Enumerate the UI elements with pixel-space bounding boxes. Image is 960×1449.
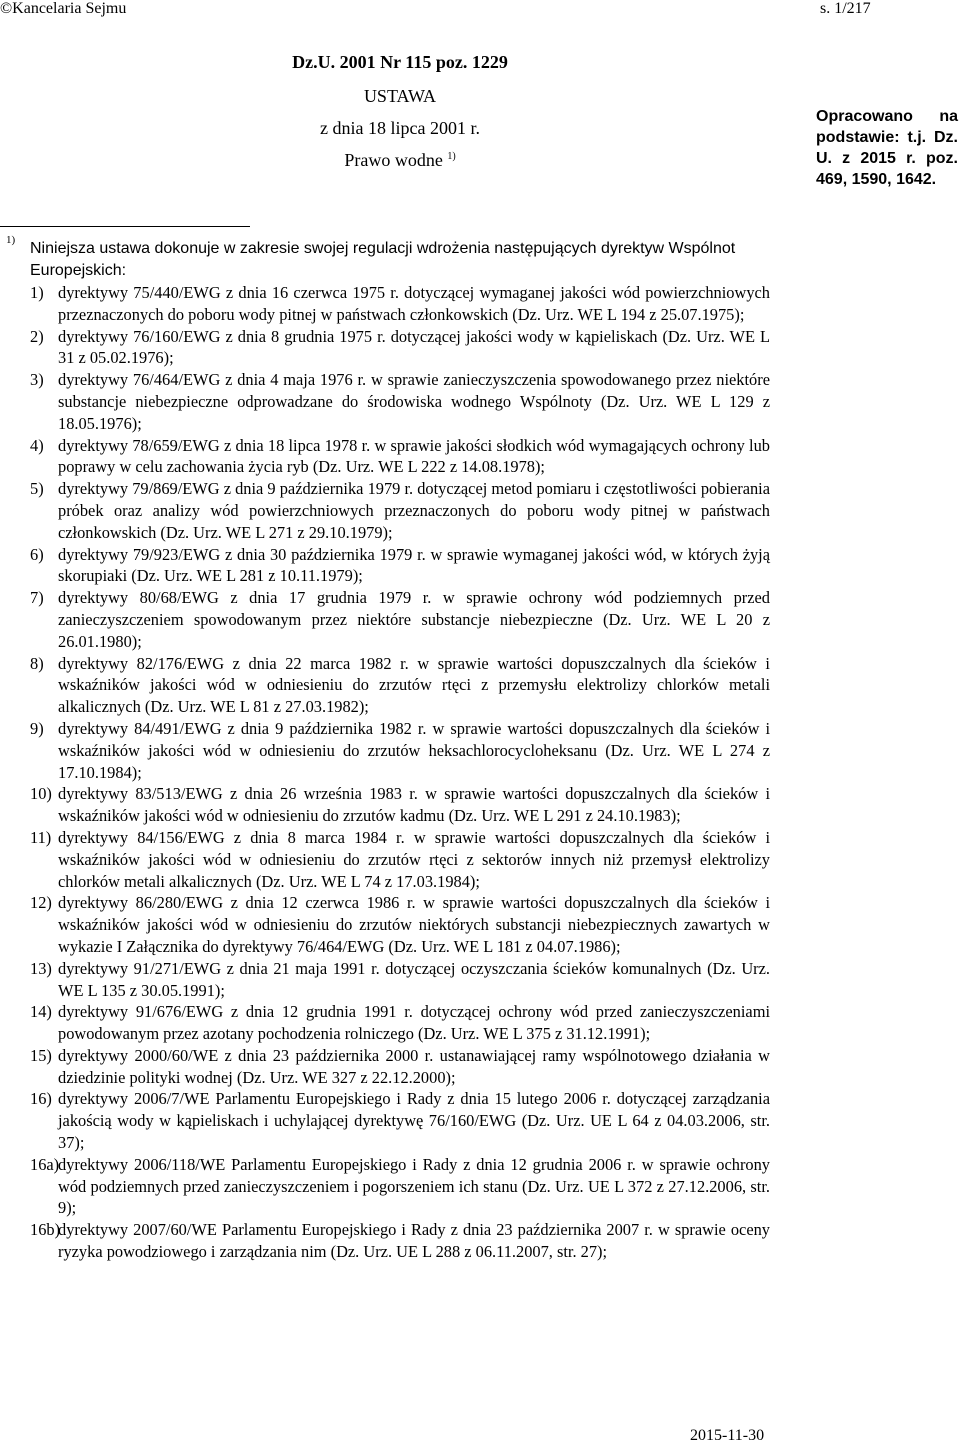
list-item xyxy=(30,653,770,718)
list-item-number: 15) xyxy=(30,1045,52,1065)
list-item xyxy=(30,478,770,543)
list-item xyxy=(30,326,770,370)
list-item-text: dyrektywy 80/68/EWG z dnia 17 grudnia 1979 r. w sprawie ochrony wód podziemnych przed zanieczyszczeniem spowodowanym przez niektóre substancje niebezpieczne (Dz. Urz. WE L 20 z 26.01.1980); xyxy=(58,588,770,651)
list-item-text: dyrektywy 79/869/EWG z dnia 9 października 1979 r. dotyczącej metod pomiaru i częstotliwości pobierania próbek oraz analizy wód powierzchniowych przeznaczonych do poboru wody pitnej w państwach członkowskich (Dz. Urz. WE L 271 z 29.10.1979); xyxy=(58,479,770,542)
list-item-text: dyrektywy 91/271/EWG z dnia 21 maja 1991 r. dotyczącej oczyszczania ścieków komunalnych (Dz. Urz. WE L 135 z 30.05.1991); xyxy=(58,958,770,1000)
document-date: z dnia 18 lipca 2001 r. xyxy=(320,118,480,138)
list-item-number: 8) xyxy=(30,653,44,673)
footnote-divider xyxy=(0,226,250,227)
list-item xyxy=(30,1219,770,1263)
list-item-number: 9) xyxy=(30,718,44,738)
list-item-number: 5) xyxy=(30,479,44,499)
list-item xyxy=(30,587,770,652)
list-item-text: dyrektywy 83/513/EWG z dnia 26 września 1983 r. w sprawie wartości dopuszczalnych dla ścieków i wskaźników jakości wód w odniesieniu do zrzutów kadmu (Dz. Urz. WE L 291 z 24.10.1983); xyxy=(58,784,770,826)
list-item xyxy=(30,1001,770,1045)
document-title xyxy=(0,150,800,171)
list-item-text: dyrektywy 2000/60/WE z dnia 23 października 2000 r. ustanawiającej ramy wspólnotowego działania w dziedzinie polityki wodnej (Dz. Urz. WE 327 z 22.12.2000); xyxy=(58,1045,770,1087)
list-item-text: dyrektywy 78/659/EWG z dnia 18 lipca 1978 r. w sprawie jakości słodkich wód wymagających ochrony lub poprawy w celu zachowania życia ryb (Dz. Urz. WE L 222 z 14.08.1978); xyxy=(58,435,770,477)
list-item-text: dyrektywy 84/156/EWG z dnia 8 marca 1984 r. w sprawie wartości dopuszczalnych dla ścieków i wskaźników jakości wód w odniesieniu do zrzutów rtęci z sektorów innych niż przemysł elektrolizy chlorków metali alkalicznych (Dz. Urz. WE L 74 z 17.03.1984); xyxy=(58,827,770,891)
list-item xyxy=(30,1154,770,1219)
list-item-text: dyrektywy 2007/60/WE Parlamentu Europejskiego i Rady z dnia 23 października 2007 r. w sprawie oceny ryzyka powodziowego i zarządzania nim (Dz. Urz. UE L 288 z 06.11.2007, str. 27); xyxy=(58,1220,770,1262)
list-item-text: dyrektywy 76/160/EWG z dnia 8 grudnia 1975 r. dotyczącej jakości wody w kąpieliskach (Dz. Urz. WE L 31 z 05.02.1976); xyxy=(58,326,770,368)
directive-list xyxy=(30,282,770,1263)
list-item xyxy=(30,783,770,827)
list-item-number: 6) xyxy=(30,544,44,564)
list-item-number: 3) xyxy=(30,370,44,390)
list-item-text: dyrektywy 75/440/EWG z dnia 16 czerwca 1975 r. dotyczącej wymaganej jakości wód powierzchniowych przeznaczonych do poboru wody pitnej w państwach członkowskich (Dz. Urz. WE L 194 z 25.07.1975); xyxy=(58,283,770,324)
journal-reference: Dz.U. 2001 Nr 115 poz. 1229 xyxy=(292,52,508,72)
footnote-intro: Niniejsza ustawa dokonuje w zakresie swojej regulacji wdrożenia następujących dyrektyw Wspólnot Europejskich: xyxy=(30,240,736,279)
list-item-number: 16) xyxy=(30,1089,52,1109)
header-copyright: ©Kancelaria Sejmu xyxy=(0,0,127,17)
list-item-number: 16a) xyxy=(30,1154,60,1174)
list-item xyxy=(30,892,770,957)
list-item-number: 10) xyxy=(30,784,52,804)
source-note: Opracowano na podstawie: t.j. Dz. U. z 2015 r. poz. 469, 1590, 1642. xyxy=(816,108,958,188)
list-item-text: dyrektywy 86/280/EWG z dnia 12 czerwca 1986 r. w sprawie wartości dopuszczalnych dla ścieków i wskaźników jakości wód w odniesieniu do zrzutów niektórych substancji niebezpiecznych zawartych w wykazie I Załącznika do dyrektywy 76/464/EWG (Dz. Urz. WE L 181 z 04.07.1986); xyxy=(58,893,770,956)
list-item xyxy=(30,435,770,479)
document-title-text: Prawo wodne xyxy=(344,150,443,170)
list-item xyxy=(30,369,770,434)
list-item-text: dyrektywy 84/491/EWG z dnia 9 października 1982 r. w sprawie wartości dopuszczalnych dla ścieków i wskaźników jakości wód w odniesieniu do zrzutów heksachlorocycloheksanu (Dz. Urz. WE L 274 z 17.10.1984); xyxy=(58,718,770,782)
footnote-reference: 1) xyxy=(447,151,456,162)
list-item xyxy=(30,1088,770,1153)
list-item xyxy=(30,282,770,326)
list-item-number: 2) xyxy=(30,326,44,346)
list-item xyxy=(30,718,770,783)
footer-date: 2015-11-30 xyxy=(690,1427,765,1444)
list-item-text: dyrektywy 2006/118/WE Parlamentu Europejskiego i Rady z dnia 12 grudnia 2006 r. w sprawie ochrony wód podziemnych przed zanieczyszczeniem i pogorszeniem ich stanu (Dz. Urz. UE L 372 z 27.12.2006, str. 9); xyxy=(58,1154,770,1218)
list-item xyxy=(30,958,770,1002)
footnote-marker: 1) xyxy=(6,234,16,246)
list-item-number: 7) xyxy=(30,588,44,608)
list-item-text: dyrektywy 91/676/EWG z dnia 12 grudnia 1991 r. dotyczącej ochrony wód przed zanieczyszczeniami powodowanym przez azotany pochodzenia rolniczego (Dz. Urz. WE L 375 z 31.12.1991); xyxy=(58,1002,770,1044)
page-number: s. 1/217 xyxy=(820,0,871,17)
list-item-text: dyrektywy 76/464/EWG z dnia 4 maja 1976 r. w sprawie zanieczyszczenia spowodowanego przez niektóre substancje niebezpieczne odprowadzane do środowiska wodnego Wspólnoty (Dz. Urz. WE L 129 z 18.05.1976); xyxy=(58,370,770,433)
list-item-number: 11) xyxy=(30,827,52,847)
list-item-number: 1) xyxy=(30,283,44,302)
list-item xyxy=(30,827,770,892)
document-type: USTAWA xyxy=(363,86,437,106)
list-item-number: 13) xyxy=(30,958,52,978)
list-item-text: dyrektywy 82/176/EWG z dnia 22 marca 1982 r. w sprawie wartości dopuszczalnych dla ścieków i wskaźników jakości wód w odniesieniu do zrzutów rtęci z przemysłu elektrolizy chlorków metali alkalicznych (Dz. Urz. WE L 81 z 27.03.1982); xyxy=(58,653,770,717)
list-item-number: 4) xyxy=(30,435,44,455)
list-item xyxy=(30,544,770,588)
list-item-number: 16b) xyxy=(30,1220,61,1240)
list-item-text: dyrektywy 79/923/EWG z dnia 30 października 1979 r. w sprawie wymaganej jakości wód, w których żyją skorupiaki (Dz. Urz. WE L 281 z 10.11.1979); xyxy=(58,544,770,586)
list-item-number: 14) xyxy=(30,1002,52,1022)
list-item-number: 12) xyxy=(30,893,52,913)
list-item-text: dyrektywy 2006/7/WE Parlamentu Europejskiego i Rady z dnia 15 lutego 2006 r. dotyczącej zarządzania jakością wody w kąpieliskach i uchylającej dyrektywę 76/160/EWG (Dz. Urz. UE L 64 z 04.03.2006, str. 37); xyxy=(58,1089,770,1153)
list-item xyxy=(30,1045,770,1089)
